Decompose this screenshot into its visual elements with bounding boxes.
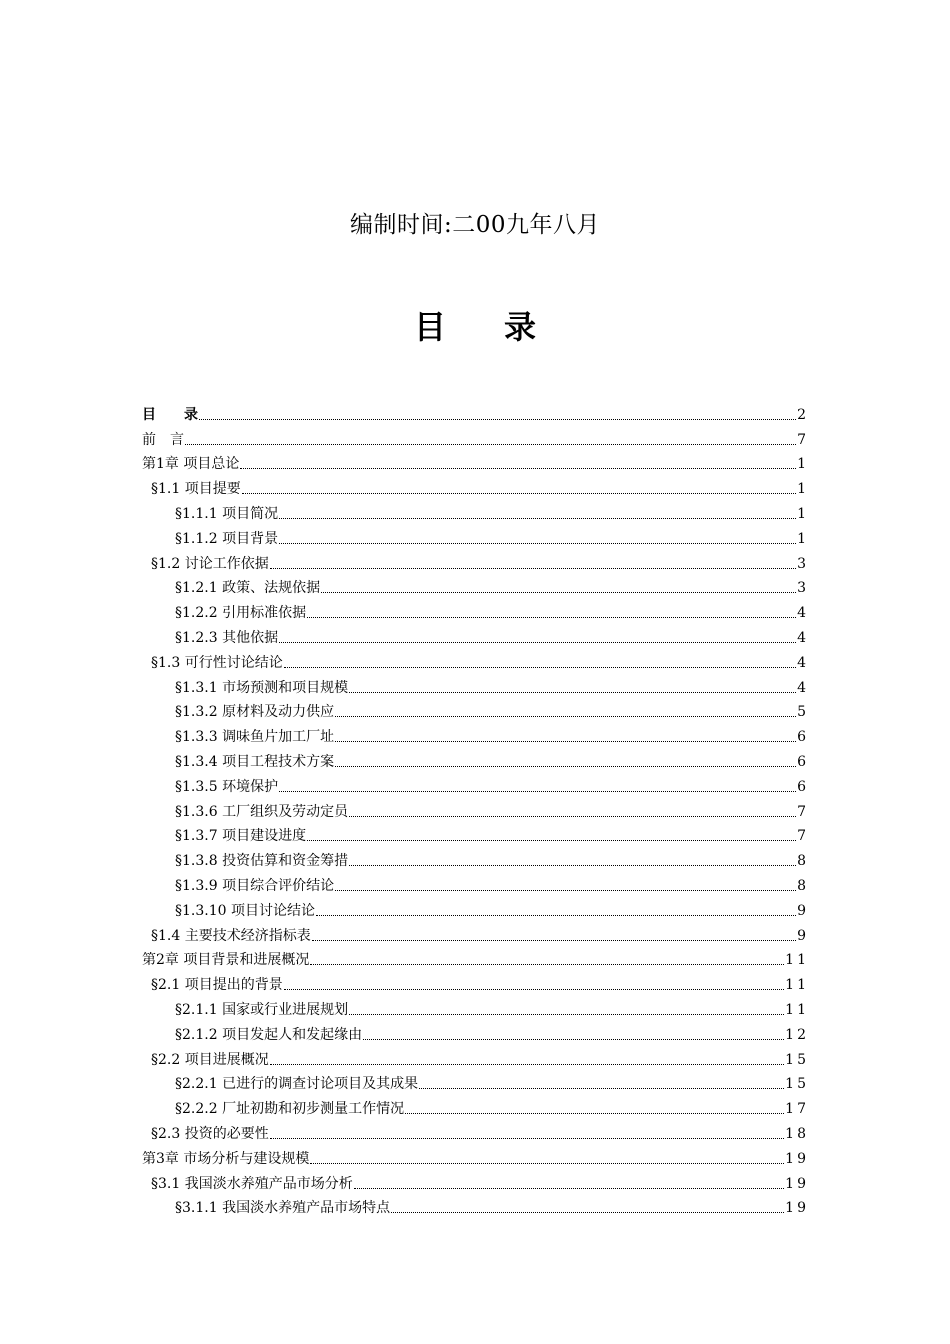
toc-dot-leader (335, 741, 796, 742)
toc-dot-leader (242, 493, 796, 494)
table-of-contents (142, 399, 809, 1217)
toc-heading-left: 目 (413, 308, 446, 346)
toc-entry-label: 目 录 (142, 406, 198, 423)
toc-entry-page: 7 (797, 803, 809, 820)
toc-entry[interactable] (142, 498, 809, 523)
toc-dot-leader (354, 1188, 784, 1189)
toc-entry-label: §1.2 讨论工作依据 (151, 555, 269, 572)
toc-entry-page: 4 (797, 654, 809, 671)
toc-entry[interactable] (142, 1193, 809, 1218)
toc-dot-leader (185, 444, 796, 445)
toc-entry-page: 8 (797, 853, 809, 870)
toc-entry-page: 4 (797, 629, 809, 646)
toc-entry[interactable] (142, 449, 809, 474)
toc-dot-leader (419, 1088, 784, 1089)
toc-dot-leader (284, 667, 796, 668)
toc-entry-label: 第1章 项目总论 (142, 456, 240, 473)
toc-entry[interactable] (142, 721, 809, 746)
toc-entry-label: §1.2.3 其他依据 (175, 629, 279, 646)
toc-entry-page: 1 (797, 481, 809, 498)
toc-entry-page: 1 (797, 456, 809, 473)
toc-entry-label: §1.3.7 项目建设进度 (175, 828, 307, 845)
toc-entry-page: 11 (785, 1001, 809, 1018)
toc-entry-label: 第3章 市场分析与建设规模 (142, 1150, 310, 1167)
toc-entry-page: 19 (785, 1200, 809, 1217)
toc-entry-page: 17 (785, 1101, 809, 1118)
toc-entry[interactable] (142, 523, 809, 548)
toc-entry-label: §1.4 主要技术经济指标表 (151, 927, 311, 944)
toc-entry[interactable] (142, 821, 809, 846)
toc-entry-page: 2 (797, 406, 809, 423)
toc-entry-label: §1.3.1 市场预测和项目规模 (175, 679, 349, 696)
toc-dot-leader (363, 1039, 784, 1040)
toc-entry-page: 5 (797, 704, 809, 721)
toc-dot-leader (279, 543, 796, 544)
toc-entry[interactable] (142, 1168, 809, 1193)
toc-entry-page: 15 (785, 1051, 809, 1068)
toc-entry-label: §1.2.1 政策、法规依据 (175, 580, 321, 597)
toc-dot-leader (270, 1138, 784, 1139)
toc-entry-label: §2.2.1 已进行的调查讨论项目及其成果 (175, 1076, 419, 1093)
toc-entry[interactable] (142, 1069, 809, 1094)
toc-entry[interactable] (142, 399, 809, 424)
toc-entry-page: 6 (797, 753, 809, 770)
toc-entry[interactable] (142, 870, 809, 895)
toc-entry[interactable] (142, 1093, 809, 1118)
toc-entry-label: §1.1.1 项目简况 (175, 505, 279, 522)
toc-entry[interactable] (142, 945, 809, 970)
toc-entry[interactable] (142, 845, 809, 870)
toc-entry[interactable] (142, 895, 809, 920)
toc-dot-leader (349, 816, 796, 817)
toc-entry-label: 前 言 (142, 431, 184, 448)
toc-entry-label: §1.1.2 项目背景 (175, 530, 279, 547)
toc-heading-right: 录 (504, 308, 537, 346)
toc-entry[interactable] (142, 771, 809, 796)
toc-heading (0, 305, 950, 349)
toc-entry-label: §1.3.8 投资估算和资金筹措 (175, 853, 349, 870)
toc-dot-leader (310, 1163, 784, 1164)
toc-entry-page: 9 (797, 902, 809, 919)
toc-entry-page: 7 (797, 431, 809, 448)
toc-entry[interactable] (142, 920, 809, 945)
toc-entry[interactable] (142, 597, 809, 622)
toc-entry[interactable] (142, 1118, 809, 1143)
toc-entry-label: §1.3.9 项目综合评价结论 (175, 877, 335, 894)
toc-entry-label: §3.1.1 我国淡水养殖产品市场特点 (175, 1200, 391, 1217)
toc-entry-label: §3.1 我国淡水养殖产品市场分析 (151, 1175, 353, 1192)
toc-entry-label: §1.3.6 工厂组织及劳动定员 (175, 803, 349, 820)
toc-dot-leader (312, 940, 796, 941)
toc-entry-label: §2.3 投资的必要性 (151, 1125, 269, 1142)
toc-entry-page: 8 (797, 877, 809, 894)
toc-entry[interactable] (142, 1143, 809, 1168)
toc-entry-page: 9 (797, 927, 809, 944)
toc-entry[interactable] (142, 796, 809, 821)
toc-dot-leader (240, 468, 796, 469)
toc-dot-leader (279, 791, 796, 792)
toc-dot-leader (321, 592, 796, 593)
toc-entry-page: 15 (785, 1076, 809, 1093)
toc-dot-leader (284, 989, 784, 990)
toc-entry[interactable] (142, 424, 809, 449)
toc-entry-label: §2.2 项目进展概况 (151, 1051, 269, 1068)
toc-entry-label: §2.1 项目提出的背景 (151, 977, 283, 994)
toc-entry[interactable] (142, 622, 809, 647)
compile-date: 编制时间:二00九年八月 (349, 212, 600, 238)
toc-entry-label: §1.3 可行性讨论结论 (151, 654, 283, 671)
toc-entry-label: §1.3.10 项目讨论结论 (175, 902, 315, 919)
toc-entry[interactable] (142, 473, 809, 498)
toc-entry-label: §2.1.2 项目发起人和发起缘由 (175, 1026, 363, 1043)
toc-entry[interactable] (142, 548, 809, 573)
toc-entry[interactable] (142, 994, 809, 1019)
toc-entry-page: 19 (785, 1175, 809, 1192)
toc-entry-page: 7 (797, 828, 809, 845)
toc-entry-label: §2.2.2 厂址初勘和初步测量工作情况 (175, 1101, 405, 1118)
toc-dot-leader (405, 1113, 784, 1114)
toc-dot-leader (335, 716, 796, 717)
toc-dot-leader (349, 865, 796, 866)
toc-entry-label: §1.2.2 引用标准依据 (175, 605, 307, 622)
toc-entry-page: 1 (797, 530, 809, 547)
toc-entry-label: §2.1.1 国家或行业进展规划 (175, 1001, 349, 1018)
toc-entry[interactable] (142, 969, 809, 994)
toc-dot-leader (310, 964, 784, 965)
toc-entry-label: §1.3.4 项目工程技术方案 (175, 753, 335, 770)
toc-entry-page: 4 (797, 605, 809, 622)
toc-entry[interactable] (142, 746, 809, 771)
toc-entry-page: 6 (797, 729, 809, 746)
toc-entry-label: §1.3.5 环境保护 (175, 778, 279, 795)
toc-entry-page: 11 (785, 952, 809, 969)
toc-entry-label: §1.3.3 调味鱼片加工厂址 (175, 729, 335, 746)
toc-entry[interactable] (142, 1019, 809, 1044)
toc-entry[interactable] (142, 1044, 809, 1069)
toc-dot-leader (391, 1212, 784, 1213)
toc-entry-label: §1.3.2 原材料及动力供应 (175, 704, 335, 721)
toc-dot-leader (279, 518, 796, 519)
toc-entry-page: 12 (785, 1026, 809, 1043)
toc-dot-leader (279, 642, 796, 643)
toc-dot-leader (316, 915, 796, 916)
toc-entry-page: 6 (797, 778, 809, 795)
toc-dot-leader (307, 840, 796, 841)
toc-dot-leader (349, 692, 796, 693)
toc-entry-page: 19 (785, 1150, 809, 1167)
toc-entry[interactable] (142, 647, 809, 672)
toc-dot-leader (270, 1064, 784, 1065)
toc-entry-page: 4 (797, 679, 809, 696)
toc-entry-page: 11 (785, 977, 809, 994)
toc-entry[interactable] (142, 697, 809, 722)
toc-dot-leader (335, 890, 796, 891)
toc-dot-leader (307, 617, 796, 618)
toc-entry-label: §1.1 项目提要 (151, 481, 241, 498)
toc-entry-page: 3 (797, 580, 809, 597)
toc-dot-leader (199, 419, 796, 420)
toc-entry[interactable] (142, 573, 809, 598)
toc-entry-page: 18 (785, 1125, 809, 1142)
toc-entry-page: 3 (797, 555, 809, 572)
toc-entry-label: 第2章 项目背景和进展概况 (142, 952, 310, 969)
toc-dot-leader (270, 568, 796, 569)
toc-entry-page: 1 (797, 505, 809, 522)
toc-dot-leader (335, 766, 796, 767)
toc-dot-leader (349, 1014, 784, 1015)
toc-entry[interactable] (142, 672, 809, 697)
